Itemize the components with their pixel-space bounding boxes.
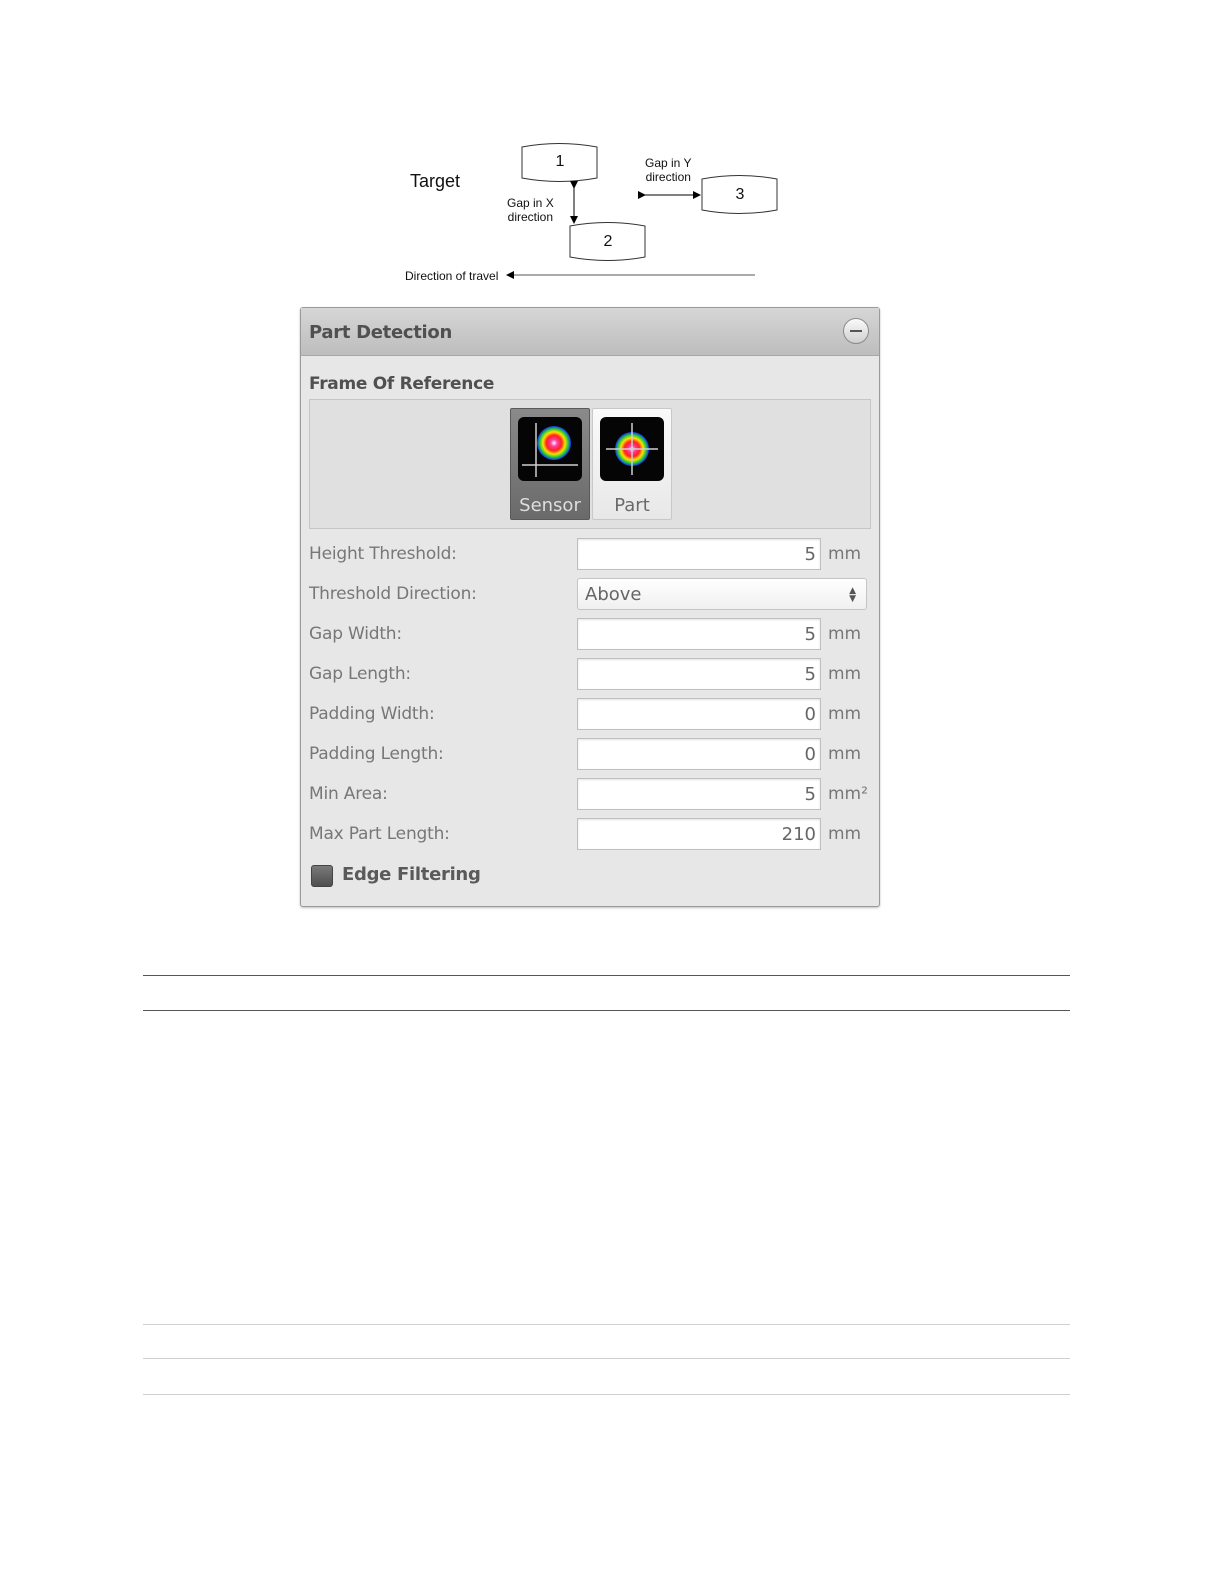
gap-length-input[interactable]: 5 [577, 658, 821, 690]
table-rule-header [143, 1010, 1070, 1011]
diagram-box-1-label: 1 [555, 153, 565, 170]
threshold-direction-value: Above [585, 584, 642, 605]
threshold-direction-label: Threshold Direction: [309, 584, 477, 604]
table-rule-3 [143, 1394, 1070, 1395]
max-part-length-input[interactable]: 210 [577, 818, 821, 850]
panel-title: Part Detection [309, 322, 452, 343]
diagram-box-3-label: 3 [735, 186, 745, 203]
gap-width-label: Gap Width: [309, 624, 402, 644]
min-area-input[interactable]: 5 [577, 778, 821, 810]
edge-filtering-checkbox[interactable] [311, 865, 333, 887]
frame-part-label: Part [614, 495, 650, 516]
gap-length-label: Gap Length: [309, 664, 411, 684]
gap-width-unit: mm [828, 624, 862, 644]
min-area-unit: mm² [828, 784, 868, 804]
frame-sensor-label: Sensor [519, 495, 581, 516]
height-threshold-row [309, 538, 873, 570]
gap-width-input[interactable]: 5 [577, 618, 821, 650]
collapse-icon[interactable] [843, 318, 869, 344]
travel-label: Direction of travel [405, 269, 499, 283]
frame-sensor-button[interactable] [510, 408, 590, 520]
diagram-target-label: Target [410, 171, 461, 191]
padding-length-unit: mm [828, 744, 862, 764]
max-part-length-unit: mm [828, 824, 862, 844]
height-threshold-label: Height Threshold: [309, 544, 457, 564]
padding-width-label: Padding Width: [309, 704, 435, 724]
padding-width-unit: mm [828, 704, 862, 724]
threshold-direction-row [309, 578, 873, 610]
max-part-length-label: Max Part Length: [309, 824, 450, 844]
gap-width-row [309, 618, 873, 650]
gap-length-row [309, 658, 873, 690]
threshold-direction-select[interactable] [577, 578, 867, 610]
table-rule-2 [143, 1358, 1070, 1359]
padding-length-label: Padding Length: [309, 744, 444, 764]
gap-length-unit: mm [828, 664, 862, 684]
table-rule-top [143, 975, 1070, 976]
table-rule-1 [143, 1324, 1070, 1325]
gap-y-label: Gap in Y direction [645, 156, 692, 184]
select-arrows-icon: ▲ ▼ [849, 586, 856, 604]
height-threshold-unit: mm [828, 544, 862, 564]
gap-diagram [395, 138, 795, 288]
padding-length-input[interactable]: 0 [577, 738, 821, 770]
sensor-frame-icon [518, 417, 582, 481]
edge-filtering-label: Edge Filtering [342, 864, 481, 885]
part-detection-panel [300, 307, 880, 907]
padding-width-row [309, 698, 873, 730]
min-area-row [309, 778, 873, 810]
part-frame-icon [600, 417, 664, 481]
frame-of-reference-selector [309, 399, 871, 529]
height-threshold-input[interactable]: 5 [577, 538, 821, 570]
padding-length-row [309, 738, 873, 770]
min-area-label: Min Area: [309, 784, 388, 804]
frame-part-button[interactable] [592, 408, 672, 520]
max-part-length-row [309, 818, 873, 850]
panel-header [301, 308, 879, 356]
gap-x-label: Gap in X direction [507, 196, 554, 224]
diagram-box-2-label: 2 [603, 233, 613, 250]
padding-width-input[interactable]: 0 [577, 698, 821, 730]
frame-of-reference-title: Frame Of Reference [309, 374, 495, 394]
